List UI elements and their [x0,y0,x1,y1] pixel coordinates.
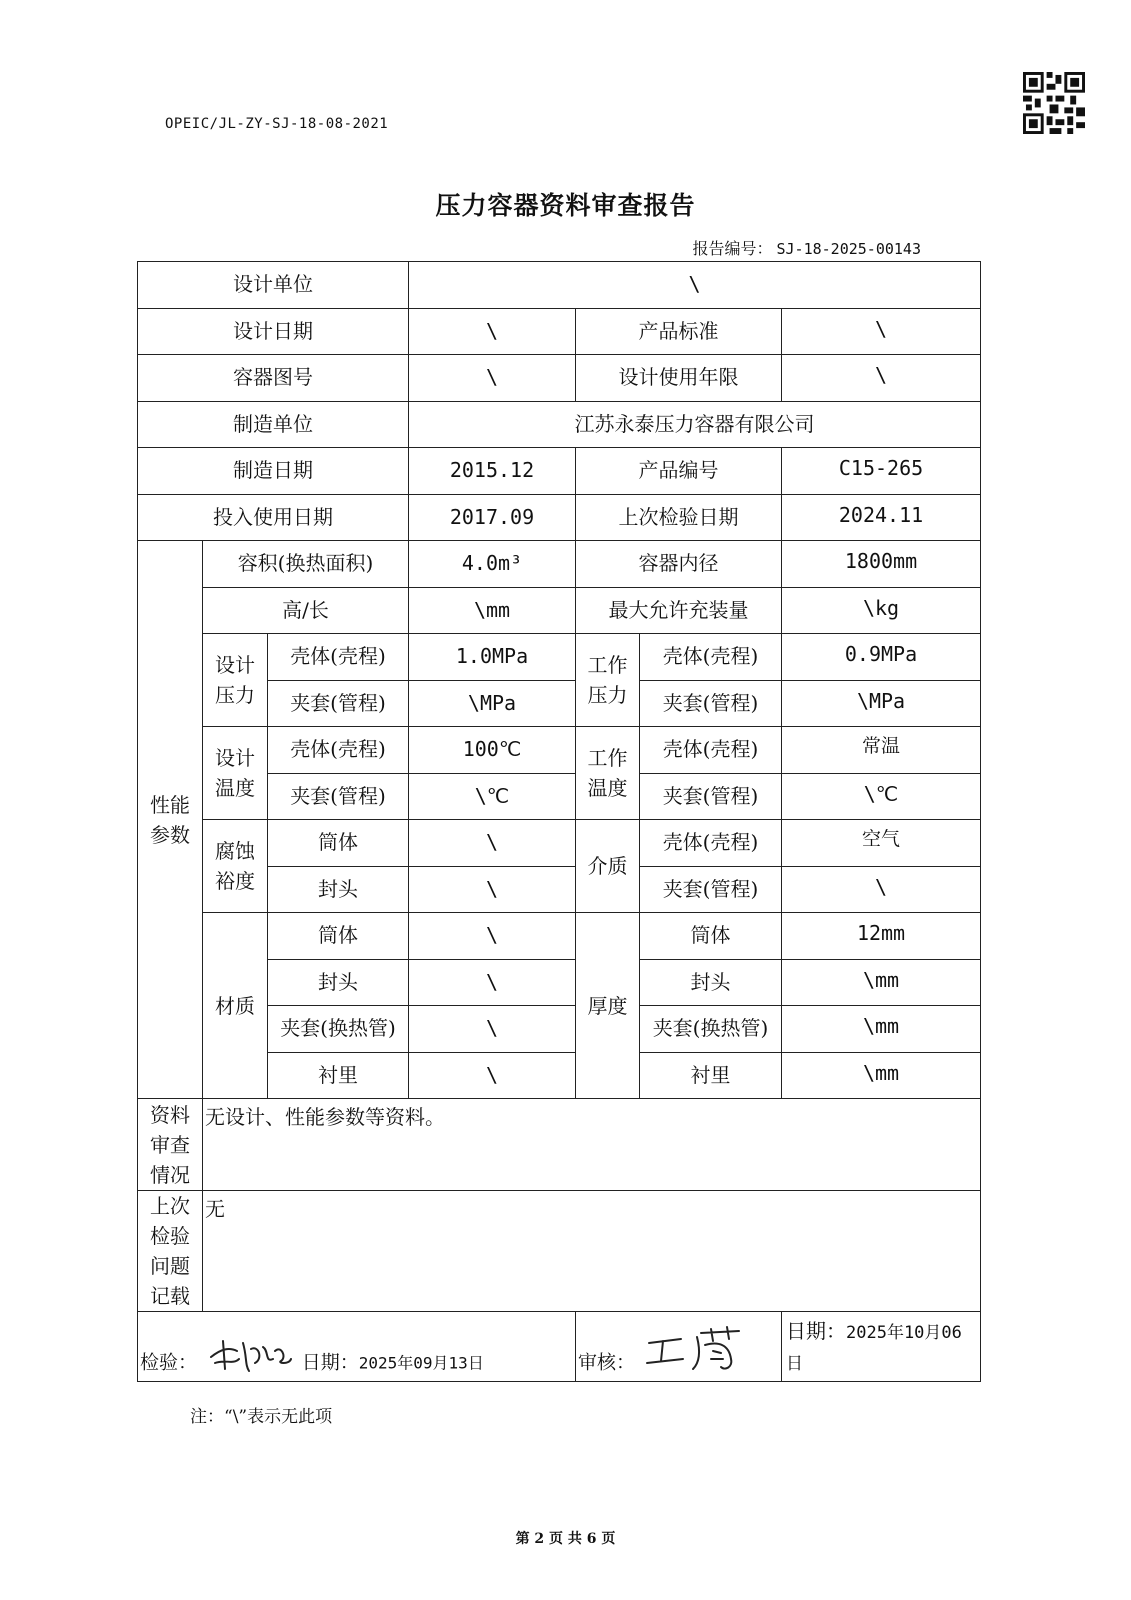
drawing-no-value: \ [409,355,576,402]
row-use-date [138,494,981,541]
work-pressure-jacket-value: \MPa [782,680,981,727]
manufacturer-value: 江苏永泰压力容器有限公司 [409,401,981,448]
inspector-label: 检验： [140,1351,198,1374]
inner-diameter-value: 1800mm [782,541,981,588]
work-temp-label: 工作温度 [576,727,640,820]
design-pressure-jacket-value: \MPa [409,680,576,727]
auditor-signature [641,1323,751,1375]
material-label: 材质 [203,913,268,1099]
review-table [137,261,981,1382]
thickness-lining-label: 衬里 [640,1052,782,1099]
material-jacket-value: \ [409,1006,576,1053]
medium-label: 介质 [576,820,640,913]
design-unit-value: \ [409,262,981,309]
row-review [138,1099,981,1191]
design-temp-shell-label: 壳体(壳程) [268,727,409,774]
footnote: 注：“\”表示无此项 [190,1407,333,1427]
last-issue-label: 上次检验问题记载 [138,1191,203,1312]
row-corrosion-cyl [138,820,981,867]
design-temp-jacket-value: \℃ [409,773,576,820]
row-volume [138,541,981,588]
inspect-sign-cell [138,1312,576,1382]
row-drawing-no [138,355,981,402]
manufacturer-label: 制造单位 [138,401,409,448]
last-inspection-label: 上次检验日期 [576,494,782,541]
corrosion-label: 腐蚀裕度 [203,820,268,913]
thickness-label: 厚度 [576,913,640,1099]
design-unit-label: 设计单位 [138,262,409,309]
row-temp-shell [138,727,981,774]
height-label: 高/长 [203,587,409,634]
product-standard-value: \ [782,308,981,355]
material-head-value: \ [409,959,576,1006]
row-pressure-shell [138,634,981,681]
service-life-value: \ [782,355,981,402]
corrosion-head-label: 封头 [268,866,409,913]
medium-jacket-value: \ [782,866,981,913]
work-temp-jacket-value: \℃ [782,773,981,820]
design-pressure-shell-label: 壳体(壳程) [268,634,409,681]
thickness-head-value: \mm [782,959,981,1006]
page-number: 第 2 页 共 6 页 [515,1531,616,1547]
inner-diameter-label: 容器内径 [576,541,782,588]
drawing-no-label: 容器图号 [138,355,409,402]
thickness-cyl-label: 筒体 [640,913,782,960]
work-temp-shell-label: 壳体(壳程) [640,727,782,774]
work-pressure-jacket-label: 夹套(管程) [640,680,782,727]
work-temp-shell-value: 常温 [782,727,981,774]
work-pressure-shell-value: 0.9MPa [782,634,981,681]
last-inspection-value: 2024.11 [782,494,981,541]
review-label: 资料审查情况 [138,1099,203,1191]
review-text: 无设计、性能参数等资料。 [203,1099,981,1191]
row-design-unit [138,262,981,309]
material-jacket-label: 夹套(换热管) [268,1006,409,1053]
use-date-label: 投入使用日期 [138,494,409,541]
design-date-value: \ [409,308,576,355]
height-value: \mm [409,587,576,634]
thickness-jacket-value: \mm [782,1006,981,1053]
audit-sign-cell [576,1312,782,1382]
product-standard-label: 产品标准 [576,308,782,355]
max-fill-value: \kg [782,587,981,634]
corrosion-cyl-label: 筒体 [268,820,409,867]
service-life-label: 设计使用年限 [576,355,782,402]
material-head-label: 封头 [268,959,409,1006]
row-mfg-date [138,448,981,495]
material-cyl-value: \ [409,913,576,960]
auditor-label: 审核： [578,1351,636,1374]
mfg-date-label: 制造日期 [138,448,409,495]
last-issue-text: 无 [203,1191,981,1312]
inspect-date-label: 日期： [301,1351,359,1374]
product-no-value: C15-265 [782,448,981,495]
medium-jacket-label: 夹套(管程) [640,866,782,913]
audit-date-cell [782,1312,981,1382]
thickness-lining-value: \mm [782,1052,981,1099]
material-cyl-label: 筒体 [268,913,409,960]
report-number-value: SJ-18-2025-00143 [776,240,921,258]
work-temp-jacket-label: 夹套(管程) [640,773,782,820]
row-height [138,587,981,634]
row-last-issue [138,1191,981,1312]
audit-date-label: 日期： [786,1319,846,1343]
corrosion-cyl-value: \ [409,820,576,867]
page-title: 压力容器资料审查报告 [435,191,696,220]
work-pressure-label: 工作压力 [576,634,640,727]
medium-shell-value: 空气 [782,820,981,867]
design-date-label: 设计日期 [138,308,409,355]
thickness-head-label: 封头 [640,959,782,1006]
report-number-label: 报告编号： [692,239,773,258]
inspector-signature [203,1329,295,1375]
row-manufacturer [138,401,981,448]
medium-shell-label: 壳体(壳程) [640,820,782,867]
qr-code-icon [1023,72,1085,134]
thickness-jacket-label: 夹套(换热管) [640,1006,782,1053]
design-pressure-jacket-label: 夹套(管程) [268,680,409,727]
design-pressure-label: 设计压力 [203,634,268,727]
mfg-date-value: 2015.12 [409,448,576,495]
inspect-date-value: 2025年09月13日 [358,1353,484,1373]
material-lining-label: 衬里 [268,1052,409,1099]
use-date-value: 2017.09 [409,494,576,541]
design-temp-shell-value: 100℃ [409,727,576,774]
document-code: OPEIC/JL-ZY-SJ-18-08-2021 [165,116,389,132]
design-temp-jacket-label: 夹套(管程) [268,773,409,820]
thickness-cyl-value: 12mm [782,913,981,960]
max-fill-label: 最大允许充装量 [576,587,782,634]
volume-value: 4.0m³ [409,541,576,588]
row-material-cyl [138,913,981,960]
report-number [692,236,921,259]
volume-label: 容积(换热面积) [203,541,409,588]
perf-section-label: 性能参数 [138,541,203,1099]
design-temp-label: 设计温度 [203,727,268,820]
row-design-date [138,308,981,355]
product-no-label: 产品编号 [576,448,782,495]
material-lining-value: \ [409,1052,576,1099]
audit-date-value: 2025年10月06日 [786,1323,962,1374]
row-signatures [138,1312,981,1382]
corrosion-head-value: \ [409,866,576,913]
design-pressure-shell-value: 1.0MPa [409,634,576,681]
work-pressure-shell-label: 壳体(壳程) [640,634,782,681]
